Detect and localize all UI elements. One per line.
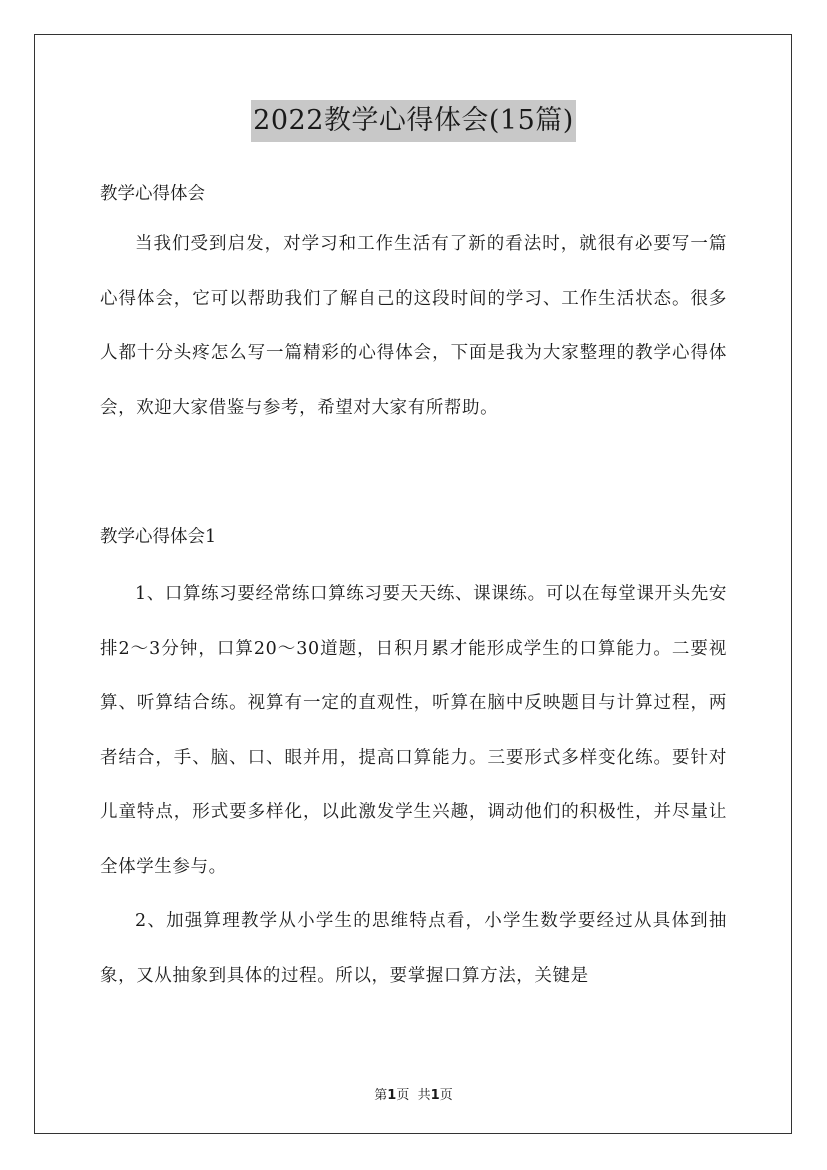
- total-prefix: 共: [417, 1088, 431, 1103]
- total-suffix: 页: [439, 1088, 453, 1103]
- page-prefix: 第: [374, 1088, 388, 1103]
- intro-heading: 教学心得体会: [100, 184, 205, 204]
- document-title: 2022教学心得体会(15篇): [251, 100, 576, 142]
- document-body: [100, 172, 727, 1003]
- title-container: [0, 100, 827, 142]
- section-spacer: [100, 435, 727, 507]
- intro-paragraph: 当我们受到启发，对学习和工作生活有了新的看法时，就很有必要写一篇心得体会，它可以帮助我们了解自己的这段时间的学习、工作生活状态。很多人都十分头疼怎么写一篇精彩的心得体会，下面是我为大家整理的教学心得体会，欢迎大家借鉴与参考，希望对大家有所帮助。: [100, 234, 727, 418]
- section-paragraph-1: 1、口算练习要经常练口算练习要天天练、课课练。可以在每堂课开头先安排2～3分钟，口算20～30道题，日积月累才能形成学生的口算能力。二要视算、听算结合练。视算有一定的直观性，听算在脑中反映题目与计算过程，两者结合，手、脑、口、眼并用，提高口算能力。三要形式多样变化练。要针对儿童特点，形式要多样化，以此激发学生兴趣，调动他们的积极性，并尽量让全体学生参与。: [100, 584, 727, 877]
- page-number: 1: [387, 1088, 397, 1103]
- section-heading: 教学心得体会1: [100, 527, 217, 547]
- page-footer: [0, 1084, 827, 1103]
- page-suffix: 页: [396, 1088, 410, 1103]
- section-paragraph-2: 2、加强算理教学从小学生的思维特点看，小学生数学要经过从具体到抽象，又从抽象到具体的过程。所以，要掌握口算方法，关键是: [100, 911, 727, 986]
- total-pages: 1: [430, 1088, 440, 1103]
